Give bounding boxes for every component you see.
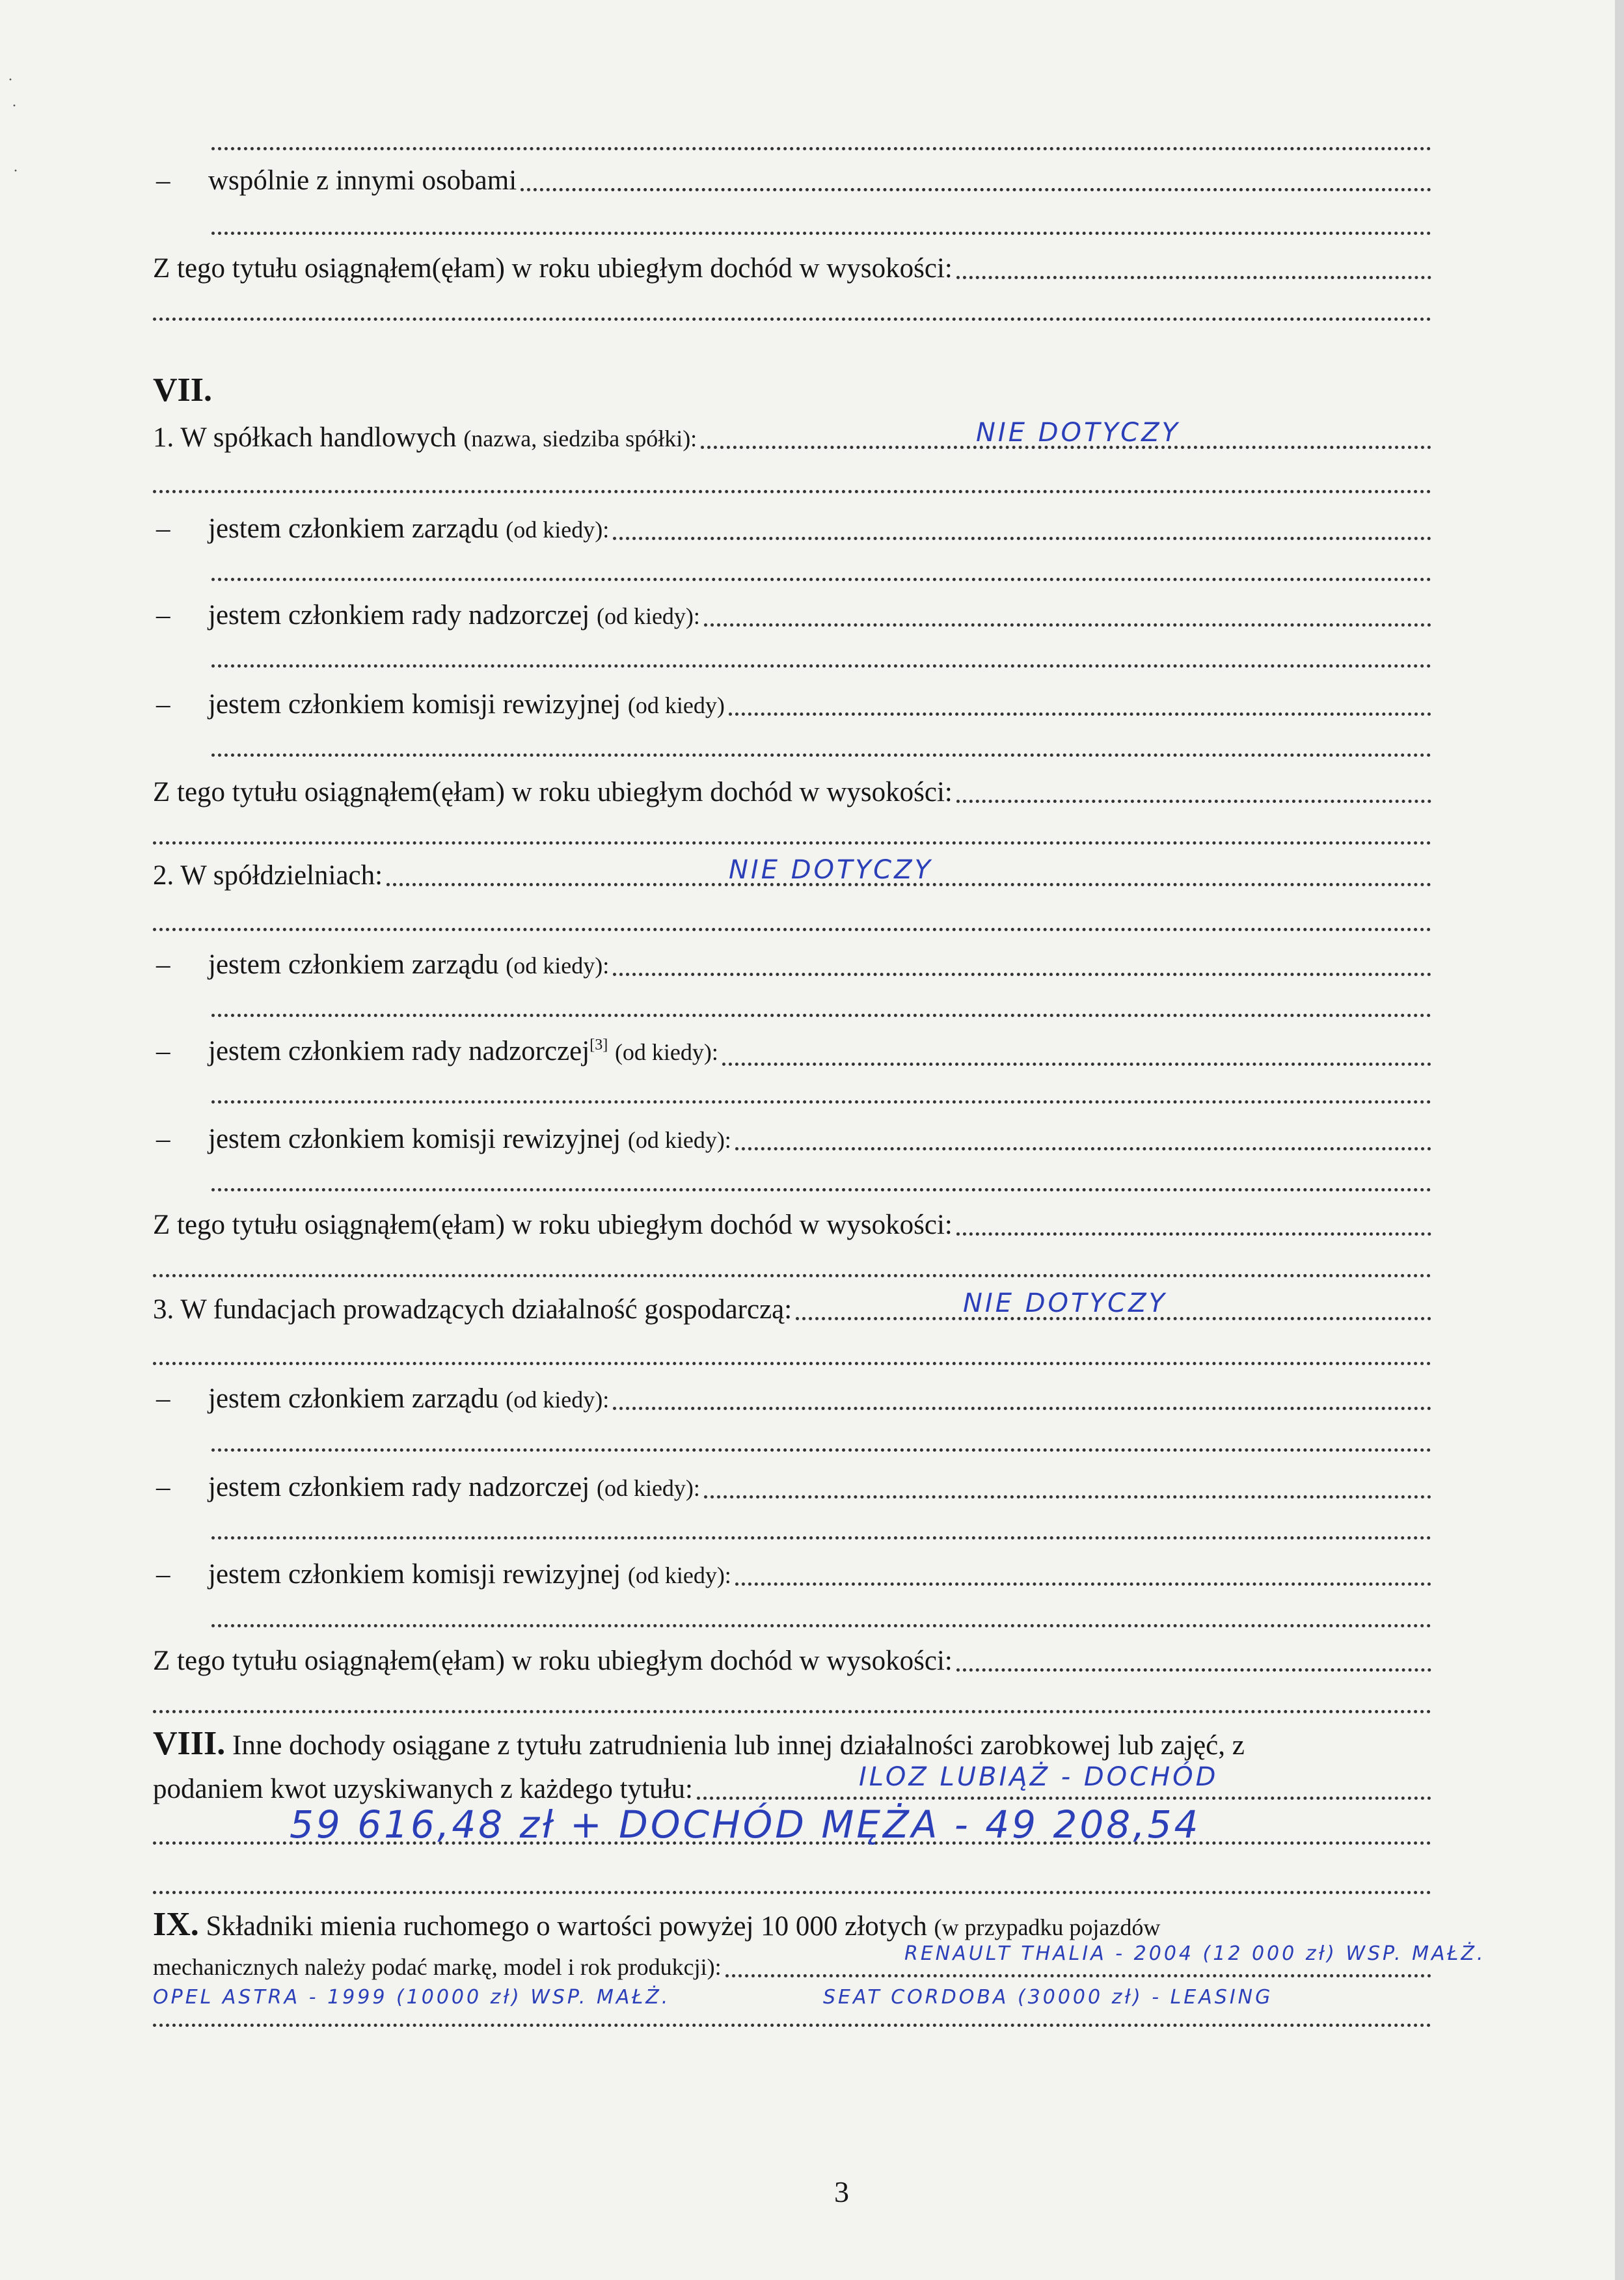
dotted-line <box>211 659 1431 668</box>
income-row-6 <box>153 251 1431 287</box>
dotted-line <box>211 1095 1431 1104</box>
dotted-line <box>211 1531 1431 1540</box>
dotted-line <box>153 1705 1431 1713</box>
section-8-line-1: VIII. Inne dochody osiągane z tytułu zatrudnienia lub innej działalności zarobkowej lub zajęć, z <box>153 1725 1245 1762</box>
role-row: – jestem członkiem zarządu (od kiedy): <box>156 1381 1431 1418</box>
handwritten-vehicle-3: SEAT CORDOBA (30000 zł) - LEASING <box>823 1986 1273 2009</box>
scan-edge <box>1615 0 1624 2280</box>
jointly-label: wspólnie z innymi osobami <box>208 165 517 196</box>
dotted-line <box>211 1619 1431 1627</box>
handwritten-vehicle-1: RENAULT THALIA - 2004 (12 000 zł) WSP. MAŁŻ. <box>904 1942 1486 1965</box>
scan-artifact: · <box>12 98 17 115</box>
page-number: 3 <box>834 2175 849 2208</box>
dotted-line <box>153 1886 1431 1894</box>
section-9-line-2: mechanicznych należy podać markę, model i rok produkcji): <box>153 1949 1431 1985</box>
dotted-line <box>153 923 1431 931</box>
dotted-line <box>153 1357 1431 1365</box>
dotted-line <box>211 1009 1431 1017</box>
role-row: – jestem członkiem zarządu (od kiedy): <box>156 947 1431 984</box>
dotted-line <box>211 573 1431 581</box>
role-row: – jestem członkiem komisji rewizyjnej (od kiedy) <box>156 686 1431 724</box>
role-row: – jestem członkiem rady nadzorczej (od kiedy): <box>156 597 1431 634</box>
scan-artifact: · <box>8 72 13 88</box>
role-row: – jestem członkiem rady nadzorczej [3] (od kiedy): <box>156 1033 1431 1074</box>
section-9-line-1: IX. Składniki mienia ruchomego o wartości powyżej 10 000 złotych (w przypadku pojazdów <box>153 1906 1161 1943</box>
dotted-line <box>153 2018 1431 2027</box>
income-row-7-3: Z tego tytułu osiągnąłem(ęłam) w roku ubiegłym dochód w wysokości: <box>153 1643 1431 1679</box>
role-row: – jestem członkiem komisji rewizyjnej (od kiedy): <box>156 1556 1431 1594</box>
role-row: – jestem członkiem zarządu (od kiedy): <box>156 511 1431 548</box>
dotted-line <box>153 312 1431 321</box>
handwritten-not-applicable: NIE DOTYCZY <box>729 855 933 885</box>
role-row: – jestem członkiem rady nadzorczej (od kiedy): <box>156 1469 1431 1506</box>
income-row-7-2: Z tego tytułu osiągnąłem(ęłam) w roku ubiegłym dochód w wysokości: <box>153 1207 1431 1243</box>
role-row: – jestem członkiem komisji rewizyjnej (od kiedy): <box>156 1121 1431 1158</box>
scan-artifact: · <box>13 163 18 180</box>
commercial-companies-row: 1. W spółkach handlowych (nazwa, siedziba spółki): <box>153 420 1431 457</box>
dotted-line <box>211 1443 1431 1452</box>
dotted-line <box>153 836 1431 845</box>
handwritten-vehicle-2: OPEL ASTRA - 1999 (10000 zł) WSP. MAŁŻ. <box>153 1986 671 2009</box>
dotted-line <box>211 748 1431 757</box>
dotted-line <box>153 485 1431 493</box>
handwritten-income-amounts: 59 616,48 zł + DOCHÓD MĘŻA - 49 208,54 <box>290 1802 1201 1847</box>
handwritten-not-applicable: NIE DOTYCZY <box>976 418 1180 448</box>
foundations-row: 3. W fundacjach prowadzących działalność gospodarczą: <box>153 1292 1431 1328</box>
section-7-heading: VII. <box>153 372 213 409</box>
handwritten-employer: ILOZ LUBIĄŻ - DOCHÓD <box>859 1762 1219 1792</box>
dotted-line <box>153 1269 1431 1277</box>
cooperatives-row: 2. W spółdzielniach: <box>153 858 1431 894</box>
dotted-line <box>211 142 1431 150</box>
income-row-7-1: Z tego tytułu osiągnąłem(ęłam) w roku ubiegłym dochód w wysokości: <box>153 774 1431 811</box>
dotted-line <box>211 226 1431 235</box>
dotted-line <box>211 1183 1431 1191</box>
jointly-row: – wspólnie z innymi osobami <box>156 163 1431 199</box>
income-label: Z tego tytułu osiągnąłem(ęłam) w roku ubiegłym dochód w wysokości: <box>153 253 953 284</box>
handwritten-not-applicable: NIE DOTYCZY <box>963 1288 1167 1318</box>
section-8-line-2: podaniem kwot uzyskiwanych z każdego tytułu: <box>153 1771 1431 1808</box>
